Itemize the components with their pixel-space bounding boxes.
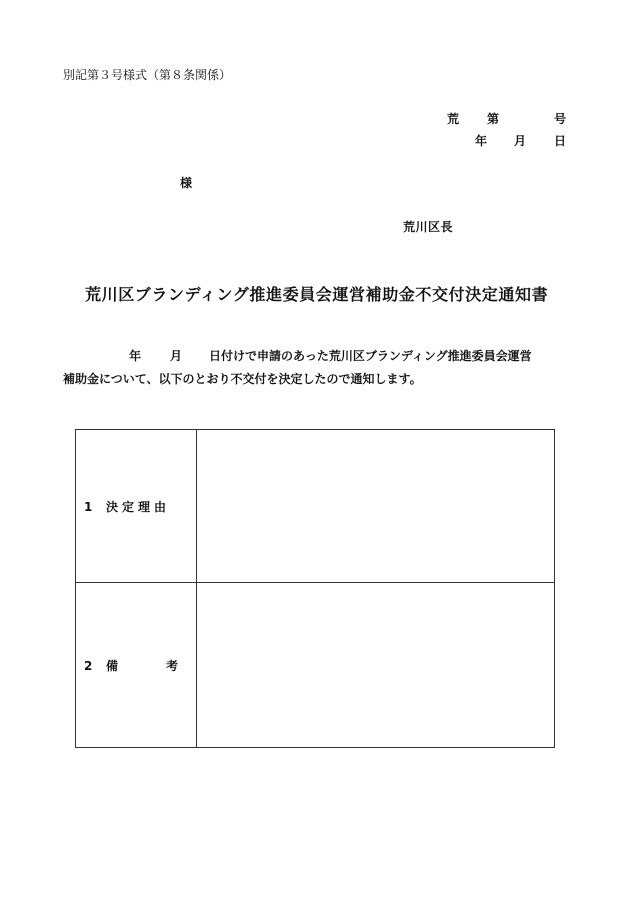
info-table <box>75 429 555 748</box>
doc-number-dai: 第 <box>487 112 500 126</box>
date-year: 年 <box>475 134 488 148</box>
body-month: 月 <box>170 349 183 363</box>
date-month: 月 <box>514 134 527 148</box>
body-line-2: 補助金について、以下のとおり不交付を決定したので通知します。 <box>63 372 422 386</box>
document-title: 荒川区ブランディング推進委員会運営補助金不交付決定通知書 <box>85 285 549 304</box>
doc-number-go: 号 <box>554 112 567 126</box>
row-number: 2 <box>84 658 93 673</box>
remarks-label-b: 考 <box>166 658 179 673</box>
issuer: 荒川区長 <box>403 220 454 234</box>
addressee-suffix: 様 <box>180 176 193 190</box>
table-row <box>76 583 555 748</box>
remarks-label-cell <box>76 583 197 748</box>
remarks-value-cell <box>197 583 555 748</box>
table-row <box>76 430 555 583</box>
form-note: 別記第３号様式（第８条関係） <box>63 68 232 82</box>
body-year: 年 <box>129 349 142 363</box>
row-number: 1 <box>84 499 93 514</box>
reason-label: 決定理由 <box>106 499 171 514</box>
reason-label-cell <box>76 430 197 583</box>
reason-value-cell <box>197 430 555 583</box>
doc-number-prefix: 荒 <box>447 112 460 126</box>
body-line-1: 日付けで申請のあった荒川区ブランディング推進委員会運営 <box>209 349 532 363</box>
remarks-label-a: 備 <box>106 658 119 673</box>
date-day: 日 <box>554 134 567 148</box>
